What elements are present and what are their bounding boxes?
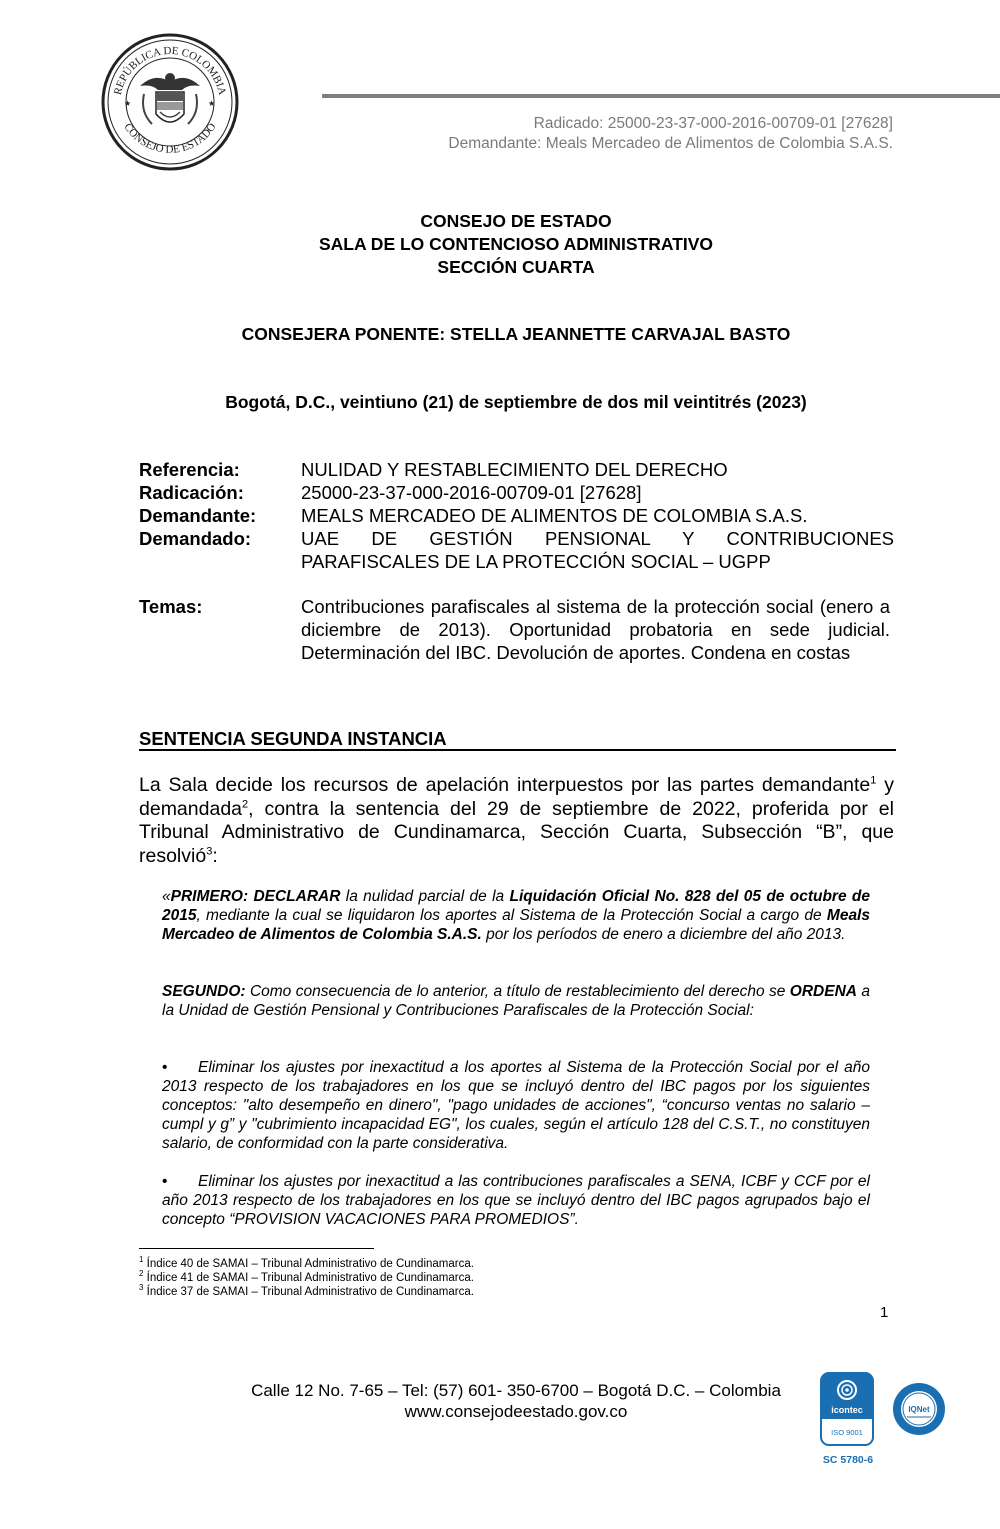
footnote-1-number: 1	[139, 1255, 144, 1265]
bullet-icon: •	[162, 1173, 168, 1190]
header-rule	[322, 94, 1000, 98]
quote-primero-text-3: por los períodos de enero a diciembre del año 2013.	[481, 926, 846, 943]
quote-segundo	[162, 982, 870, 1020]
quote-bullet-2-text: Eliminar los ajustes por inexactitud a las contribuciones parafiscales a SENA, ICBF y CCF por el año 2013 respecto de los trabajadores en los que se incluyó dentro del IBC pagos agrupados bajo el concepto “PROVISION VACACIONES PARA PROMEDIOS”.	[162, 1173, 870, 1228]
header-radicado: Radicado: 25000-23-37-000-2016-00709-01 [27628]	[533, 115, 893, 132]
quote-segundo-text-1: Como consecuencia de lo anterior, a título de restablecimiento del derecho se	[245, 983, 790, 1000]
footnote-3-number: 3	[139, 1283, 144, 1293]
footnote-ref-1: 1	[870, 774, 877, 787]
intro-text-1: La Sala decide los recursos de apelación interpuestos por las partes demandante	[139, 774, 871, 796]
radicacion-label: Radicación:	[139, 482, 244, 503]
page-number: 1	[880, 1304, 889, 1321]
section-rule	[139, 749, 896, 751]
radicacion-value: 25000-23-37-000-2016-00709-01 [27628]	[301, 482, 642, 503]
footnote-1	[139, 1255, 474, 1271]
radicacion-row	[139, 481, 894, 504]
footnote-2	[139, 1269, 474, 1285]
footnote-3-text: Índice 37 de SAMAI – Tribunal Administrativo de Cundinamarca.	[146, 1286, 474, 1298]
header-demandante: Demandante: Meals Mercadeo de Alimentos de Colombia S.A.S.	[448, 135, 893, 152]
quote-primero-text-2: , mediante la cual se liquidaron los aportes al Sistema de la Protección Social a cargo de	[196, 907, 827, 924]
footnote-rule	[139, 1248, 374, 1249]
temas-row	[139, 595, 890, 664]
quote-primero	[162, 887, 870, 944]
quote-bullet-2	[162, 1172, 870, 1229]
footer-website: www.consejodeestado.gov.co	[404, 1402, 628, 1421]
section-title: SENTENCIA SEGUNDA INSTANCIA	[139, 728, 447, 749]
quote-primero-text-1: la nulidad parcial de la	[340, 888, 510, 905]
svg-text:REPÚBLICA DE COLOMBIA: REPÚBLICA DE COLOMBIA	[111, 44, 229, 97]
document-date: Bogotá, D.C., veintiuno (21) de septiembre de dos mil veintitrés (2023)	[225, 392, 807, 412]
quote-bullet-1-text: Eliminar los ajustes por inexactitud a los aportes al Sistema de la Protección Social por el año 2013 respecto de los trabajadores en los que se incluyó dentro del IBC pagos por los siguientes conceptos: "alto desempeño en dinero", "pago unidades de acciones", “concurso ventas no salario – cumpl y g” y "cubrimiento incapacidad EG", los cuales, según el artículo 128 del C.S.T., no constituyen salario, de conformidad con la parte considerativa.	[162, 1059, 870, 1152]
reference-row	[139, 458, 894, 481]
svg-text:icontec: icontec	[831, 1405, 863, 1415]
quote-ordena: ORDENA	[789, 983, 857, 1000]
intro-text-2: y demandada	[139, 774, 894, 820]
demandante-label: Demandante:	[139, 505, 257, 526]
intro-paragraph	[139, 774, 894, 868]
footnote-2-text: Índice 41 de SAMAI – Tribunal Administrativo de Cundinamarca.	[146, 1272, 474, 1284]
quote-liquidacion: Liquidación Oficial No. 828 del 05 de octubre de 2015	[162, 888, 871, 924]
footnote-3	[139, 1283, 474, 1299]
consejo-de-estado-seal	[100, 32, 240, 172]
reference-value: NULIDAD Y RESTABLECIMIENTO DEL DERECHO	[301, 459, 728, 480]
demandado-value: UAE DE GESTIÓN PENSIONAL Y CONTRIBUCIONES PARAFISCALES DE LA PROTECCIÓN SOCIAL – UGPP	[301, 528, 894, 572]
certificate-code: SC 5780-6	[822, 1454, 874, 1466]
temas-label: Temas:	[139, 596, 203, 617]
quote-bullet-1	[162, 1058, 870, 1153]
quote-segundo-text-2: a la Unidad de Gestión Pensional y Contribuciones Parafiscales de la Protección Social:	[162, 983, 870, 1019]
temas-value: Contribuciones parafiscales al sistema de la protección social (enero a diciembre de 2013). Oportunidad probatoria en sede judicial. Determinación del IBC. Devolución de aportes. Condena en costas	[301, 596, 890, 663]
footnote-ref-2: 2	[242, 798, 249, 810]
svg-text:★: ★	[124, 99, 132, 108]
svg-text:ISO 9001: ISO 9001	[831, 1428, 863, 1437]
intro-text-3: , contra la sentencia del 29 de septiembre de 2022, proferida por el Tribunal Administrativo de Cundinamarca, Sección Cuarta, Subsección “B”, que resolvió	[139, 797, 894, 867]
svg-text:★: ★	[208, 99, 216, 108]
footer-address: Calle 12 No. 7-65 – Tel: (57) 601- 350-6700 – Bogotá D.C. – Colombia	[251, 1381, 781, 1400]
footnote-1-text: Índice 40 de SAMAI – Tribunal Administrativo de Cundinamarca.	[146, 1258, 474, 1270]
quote-primero-heading: PRIMERO: DECLARAR	[170, 888, 341, 905]
quote-segundo-heading: SEGUNDO:	[162, 983, 246, 1000]
footnote-ref-3: 3	[206, 845, 213, 857]
title-line-3: SECCIÓN CUARTA	[437, 257, 595, 277]
svg-text:CONSEJO DE ESTADO: CONSEJO DE ESTADO	[121, 121, 219, 156]
bullet-icon: •	[162, 1059, 168, 1076]
icontec-logo-icon	[820, 1372, 874, 1446]
title-line-2: SALA DE LO CONTENCIOSO ADMINISTRATIVO	[318, 234, 714, 254]
demandante-row	[139, 504, 894, 527]
quote-open-mark: «	[162, 888, 171, 905]
svg-text:IQNet: IQNet	[908, 1405, 930, 1414]
title-line-1: CONSEJO DE ESTADO	[420, 211, 612, 231]
consejera-ponente: CONSEJERA PONENTE: STELLA JEANNETTE CARVAJAL BASTO	[241, 324, 791, 344]
demandado-row	[139, 527, 894, 573]
demandante-value: MEALS MERCADEO DE ALIMENTOS DE COLOMBIA S.A.S.	[301, 505, 808, 526]
reference-label: Referencia:	[139, 459, 240, 480]
iqnet-logo-icon	[891, 1381, 947, 1437]
footnote-2-number: 2	[139, 1269, 144, 1279]
intro-text-4: :	[212, 844, 218, 867]
quote-company: Meals Mercadeo de Alimentos de Colombia S.A.S.	[162, 907, 870, 943]
demandado-label: Demandado:	[139, 528, 252, 549]
